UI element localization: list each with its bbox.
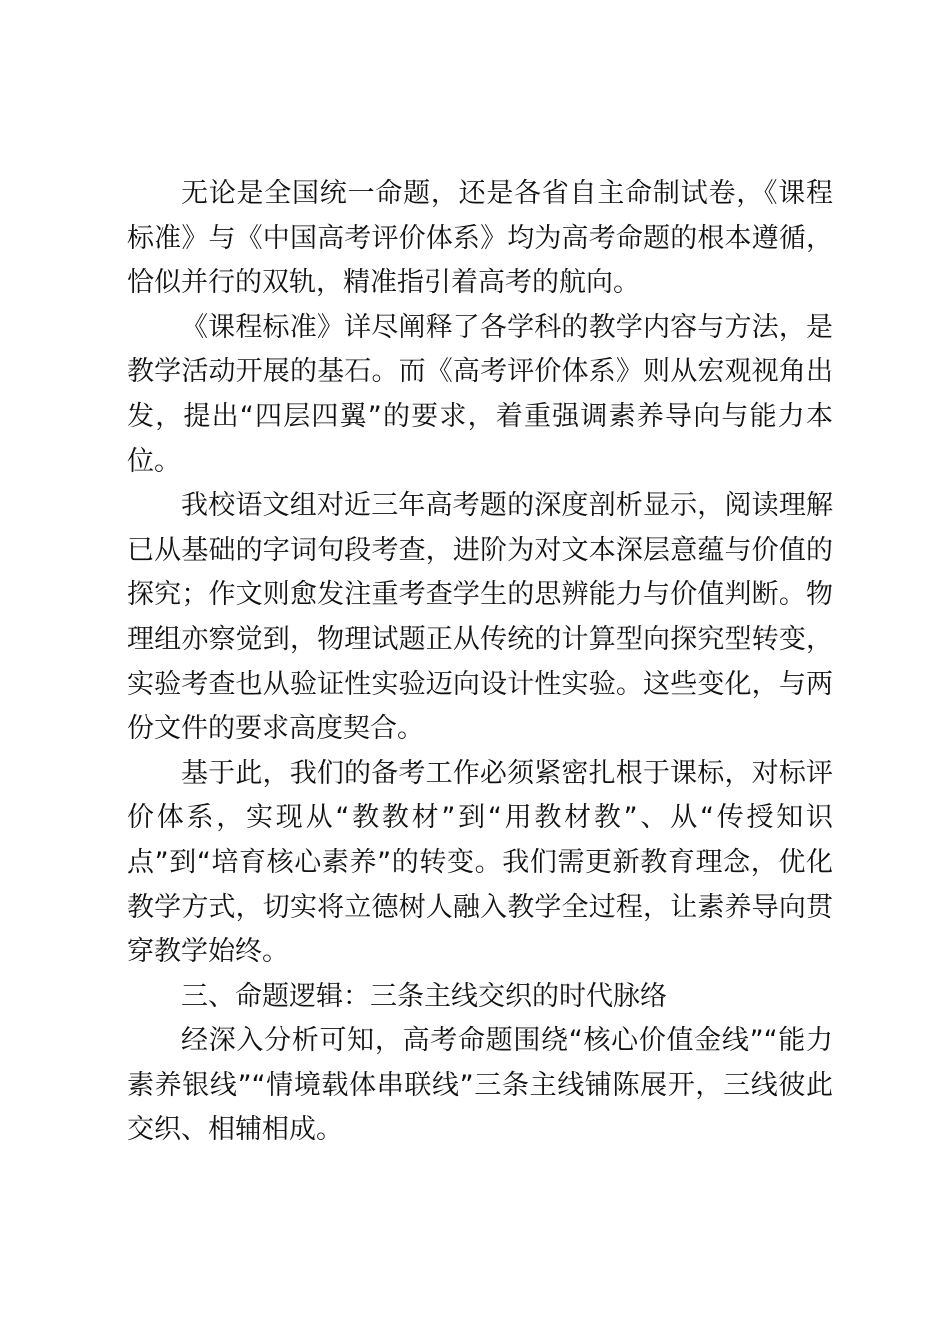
paragraph-1: 无论是全国统一命题，还是各省自主命制试卷，《课程标准》与《中国高考评价体系》均为高考命题的根本遵循，恰似并行的双轨，精准指引着高考的航向。 xyxy=(127,178,833,299)
section-heading: 三、命题逻辑：三条主线交织的时代脉络 xyxy=(181,980,667,1012)
paragraph-2: 《课程标准》详尽阐释了各学科的教学内容与方法，是教学活动开展的基石。而《高考评价体系》则从宏观视角出发，提出“四层四翼”的要求，着重强调素养导向与能力本位。 xyxy=(127,311,833,477)
document-body xyxy=(127,172,833,1153)
paragraph-5: 经深入分析可知，高考命题围绕“核心价值金线”“能力素养银线”“情境载体串联线”三条主线铺陈展开，三线彼此交织、相辅相成。 xyxy=(127,1025,833,1146)
paragraph-3: 我校语文组对近三年高考题的深度剖析显示，阅读理解已从基础的字词句段考查，进阶为对文本深层意蕴与价值的探究；作文则愈发注重考查学生的思辨能力与价值判断。物理组亦察觉到，物理试题正从传统的计算型向探究型转变，实验考查也从验证性实验迈向设计性实验。这些变化，与两份文件的要求高度契合。 xyxy=(127,490,833,745)
paragraph-4: 基于此，我们的备考工作必须紧密扎根于课标，对标评价体系，实现从“教教材”到“用教材教”、从“传授知识点”到“培育核心素养”的转变。我们需更新教育理念，优化教学方式，切实将立德树人融入教学全过程，让素养导向贯穿教学始终。 xyxy=(127,757,833,968)
